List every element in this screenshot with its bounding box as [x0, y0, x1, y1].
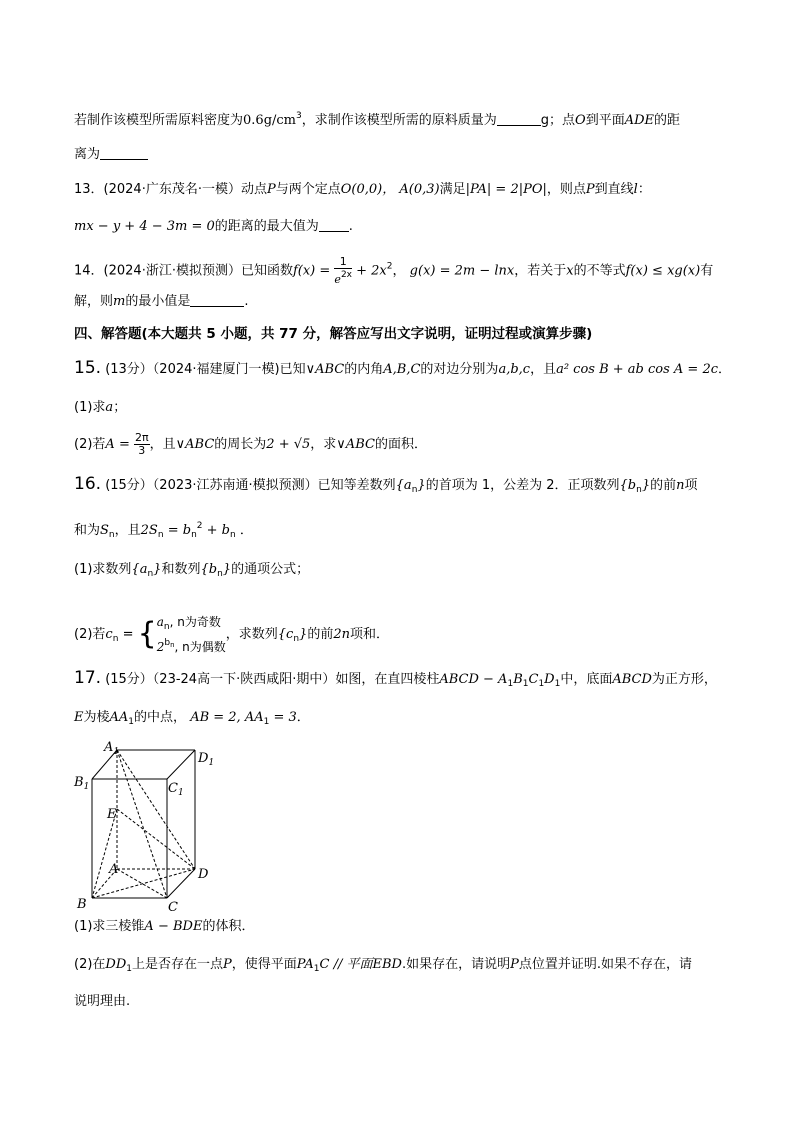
q17-intro: (15分）（23-24高一下·陕西咸阳·期中）如图，在直四棱柱: [105, 672, 440, 687]
text: 的通项公式；: [231, 562, 310, 577]
text: 解，则: [74, 294, 114, 309]
var-x: x: [566, 263, 574, 279]
var-a: a: [105, 400, 114, 415]
brace: }: [153, 562, 162, 577]
edge-aa1: AA: [109, 710, 129, 725]
denominator: 3: [138, 444, 146, 457]
q13-intro: 13．(2024·广东茂名·一模）动点: [74, 182, 267, 197]
denominator: e: [334, 273, 341, 286]
q14-intro: 14．(2024·浙江·模拟预测）已知函数: [74, 263, 293, 279]
text: 的距: [654, 113, 681, 128]
question-15-part2: [74, 432, 427, 457]
text: 中，底面: [560, 672, 613, 687]
term: = b: [167, 523, 192, 538]
point-o: O: [575, 113, 586, 128]
text: 与两个定点: [275, 182, 341, 197]
triangle-abc: ∨ABC: [175, 437, 215, 452]
base-abcd: ABCD: [612, 672, 652, 687]
text: 的距离的最大值为: [214, 219, 319, 234]
point-o-coord: O(0,0)，: [340, 182, 396, 197]
text: ，求制作该模型所需的原料质量为: [301, 113, 497, 128]
question-17-line1: [74, 668, 717, 694]
line-eb: [92, 809, 117, 898]
section-4-heading: 四、解答题(本大题共 5 小题，共 77 分，解答应写出文字说明，证明过程或演算步骤): [74, 326, 593, 342]
text: (2)在: [74, 957, 106, 972]
subscript: n: [636, 485, 642, 495]
text: ，: [392, 263, 406, 279]
subscript: n: [217, 569, 223, 579]
numerator: 2π: [134, 431, 149, 444]
line-ed: [117, 809, 195, 869]
subscript: n: [191, 530, 197, 540]
subscript: n: [230, 530, 236, 540]
answer-blank-mass[interactable]: [497, 111, 541, 126]
question-16-part2: [74, 614, 389, 655]
numerator: 1: [334, 256, 352, 269]
text: 项: [684, 478, 698, 493]
text: ．: [718, 362, 732, 377]
piecewise-cases: [157, 614, 226, 655]
plane: C // 平面: [319, 957, 373, 972]
text: ，则点: [546, 182, 586, 197]
question-number: 17.: [74, 668, 102, 688]
prism-figure: [72, 738, 222, 913]
subscript: 1: [128, 717, 135, 727]
given-lengths: = 3: [273, 710, 297, 725]
f-def: f(x) =: [292, 263, 331, 279]
text: .如果存在，请说明: [401, 957, 511, 972]
answer-blank-14[interactable]: [190, 292, 244, 307]
label-d1: $D_1$: [198, 751, 215, 768]
plane-ebd: EBD: [372, 957, 402, 972]
edge-c1d1: [167, 750, 195, 779]
prism-name: ABCD − A: [439, 672, 508, 687]
text: 上是否存在一点: [132, 957, 224, 972]
question-16-line1: [74, 474, 698, 500]
text: 和数列: [161, 562, 201, 577]
point-p: P: [223, 957, 232, 972]
exponent: 2: [386, 261, 393, 272]
given-equation: a² cos B + ab cos A = 2c: [556, 362, 719, 377]
subscript: 1: [554, 679, 561, 689]
question-number: 16.: [74, 474, 102, 494]
point-e: E: [74, 710, 84, 725]
fraction-1-over-e2x: [334, 256, 352, 286]
question-17-line2: [74, 708, 310, 732]
question-16-line2: [74, 516, 253, 545]
case1: a: [156, 615, 164, 629]
sides: a,b,c: [498, 362, 531, 377]
question-13-line2: mx − y + 4 − 3m = 0的距离的最大值为 .: [74, 219, 353, 234]
triangle-abc: ∨ABC: [336, 437, 375, 452]
label-c: C: [168, 900, 178, 913]
density-exp: 3: [296, 111, 302, 121]
triangle-abc: ∨ABC: [305, 362, 345, 377]
edge-dd1: DD: [105, 957, 127, 972]
text: 若制作该模型所需原料密度为: [74, 113, 244, 128]
point-p: P: [510, 957, 519, 972]
text: ，且: [530, 362, 557, 377]
label-c1: $C_1$: [168, 781, 184, 798]
text: 满足: [439, 182, 466, 197]
text: 为棱: [83, 710, 110, 725]
text: g；点: [540, 113, 576, 128]
text: ；: [113, 400, 127, 415]
text: ，使得平面: [231, 957, 297, 972]
label-b: B: [77, 897, 87, 912]
seq-b: {b: [200, 562, 218, 577]
given-lengths: AB = 2, AA: [190, 710, 264, 725]
text: 的周长为: [214, 437, 267, 452]
text: 的中点，: [134, 710, 187, 725]
plane: PA: [296, 957, 314, 972]
text: 的首项为 1，公差为 2．正项数列: [425, 478, 620, 493]
text: =: [122, 627, 134, 642]
seq-a: {a: [395, 478, 412, 493]
text: ，且: [149, 437, 176, 452]
text: 的前: [307, 627, 334, 642]
var-m: m: [113, 294, 126, 309]
pyramid-name: A − BDE: [144, 919, 203, 934]
term: + 2x: [356, 263, 387, 279]
text: 到平面: [585, 113, 625, 128]
subscript: n: [293, 634, 300, 644]
label-a1: $A_1$: [104, 740, 120, 757]
text: 的不等式: [573, 263, 626, 279]
sum-s: S: [100, 523, 109, 538]
g-def: g(x) = 2m − lnx: [409, 263, 515, 279]
text: 离为: [74, 147, 101, 162]
brace: }: [222, 562, 232, 577]
perimeter: 2 + √5: [266, 437, 311, 452]
question-16-part1: [74, 560, 309, 584]
text: ，求数列: [225, 627, 278, 642]
plane-ade: ADE: [624, 113, 655, 128]
prism-name: C: [528, 672, 539, 687]
text: 的最小值是: [125, 294, 191, 309]
term: 2S: [140, 523, 158, 538]
question-number: 15.: [74, 358, 102, 378]
line-equation: mx − y + 4 − 3m = 0: [74, 219, 215, 234]
text: ，若关于: [514, 263, 567, 279]
subscript: 1: [538, 679, 545, 689]
case2: 2: [156, 640, 165, 654]
q15-intro: (13分）（2024·福建厦门一模)已知: [105, 362, 306, 377]
brace: }: [417, 478, 426, 493]
text: 为正方形，: [651, 672, 717, 687]
density-value: 0.6g/cm: [243, 113, 296, 128]
brace: }: [299, 627, 308, 642]
diag-a1c: [117, 750, 167, 898]
question-15-part1: [74, 398, 126, 418]
question-14-line1: [74, 256, 713, 286]
question-17-part2-line1: [74, 955, 692, 979]
text: 到直线: [594, 182, 634, 197]
var-n: n: [676, 478, 685, 493]
text: 项和．: [350, 627, 390, 642]
text: ．: [239, 523, 253, 538]
text: 和为: [74, 523, 101, 538]
q12-continuation-line1: [74, 106, 680, 131]
subscript: n: [157, 530, 164, 540]
q16-intro: (15分）（2023·江苏南通·模拟预测）已知等差数列: [105, 478, 396, 493]
answer-blank-distance[interactable]: [100, 145, 148, 160]
label-e: E: [107, 807, 117, 822]
question-17-part2-line2: [74, 992, 130, 1012]
text: ，且: [114, 523, 141, 538]
text: 有: [700, 263, 714, 279]
subscript: n: [108, 530, 115, 540]
angles: A,B,C: [383, 362, 421, 377]
seq-b: {b: [619, 478, 637, 493]
seq-c: c: [105, 627, 113, 642]
question-13-line1: [74, 180, 651, 200]
text: 点位置并证明.如果不存在，请: [518, 957, 692, 972]
text: (2)若: [74, 437, 106, 452]
text: 的体积．: [202, 919, 255, 934]
point: P: [585, 182, 595, 197]
prism-name: B: [513, 672, 523, 687]
text: ．: [296, 710, 310, 725]
exponent: 2: [196, 521, 203, 531]
brace: }: [641, 478, 651, 493]
subscript: 1: [313, 964, 320, 974]
question-17-part1: [74, 917, 254, 937]
subscript: 1: [263, 717, 270, 727]
subscript: n: [112, 634, 119, 644]
point: P: [266, 182, 276, 197]
text: (1)求: [74, 400, 106, 415]
question-15-line1: [74, 358, 731, 380]
answer-blank-13[interactable]: [319, 217, 349, 232]
subscript: n: [411, 485, 418, 495]
label-d: D: [198, 867, 209, 882]
exponent: 2x: [340, 270, 352, 280]
prism-name: D: [544, 672, 555, 687]
line-l: l: [633, 182, 638, 197]
diag-bd: [92, 869, 195, 898]
fraction-2pi-3: [134, 432, 150, 457]
condition-eq: |PA| = 2|PO|: [465, 182, 547, 197]
text: 的内角: [344, 362, 384, 377]
text: 的前: [650, 478, 677, 493]
angle-a: A =: [105, 437, 130, 452]
subscript: n: [147, 569, 154, 579]
subscript: n: [163, 622, 170, 632]
diag-a1d: [117, 750, 195, 869]
case2-cond: , n为偶数: [174, 640, 226, 654]
q12-continuation-line2: [74, 145, 148, 165]
text: 的面积．: [374, 437, 427, 452]
seq-c: {c: [277, 627, 294, 642]
subscript: 1: [507, 679, 514, 689]
text: ：: [637, 182, 651, 197]
text: 说明理由.: [74, 994, 131, 1009]
piecewise-brace: {: [137, 616, 157, 652]
seq-a: {a: [131, 562, 148, 577]
subscript: 1: [126, 964, 133, 974]
var-2n: 2n: [333, 627, 350, 642]
label-b1: $B_1$: [74, 775, 90, 792]
text: ，求: [310, 437, 337, 452]
point-a-coord: A(0,3): [399, 182, 440, 197]
text: (1)求数列: [74, 562, 132, 577]
exponent: b: [164, 638, 171, 648]
case1-cond: , n为奇数: [169, 615, 221, 629]
inequality: f(x) ≤ xg(x): [625, 263, 701, 279]
exponent-sub: n: [170, 641, 175, 649]
text: 的对边分别为: [420, 362, 499, 377]
text: (2)若: [74, 627, 106, 642]
subscript: 1: [522, 679, 529, 689]
term: + b: [206, 523, 231, 538]
text: (1)求三棱锥: [74, 919, 145, 934]
question-14-line2: 解，则m的最小值是 .: [74, 294, 249, 309]
label-a: A: [109, 862, 119, 877]
